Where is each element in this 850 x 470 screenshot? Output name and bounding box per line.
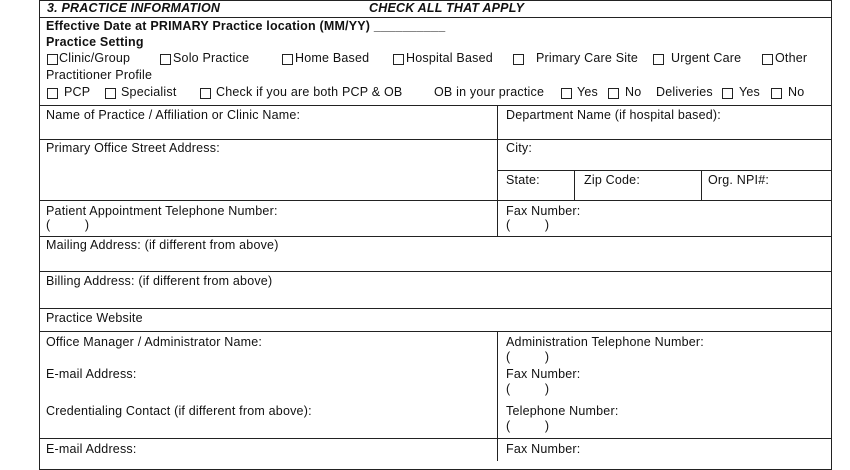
hospital-based-label: Hospital Based xyxy=(406,51,493,65)
appointment-phone-label: Patient Appointment Telephone Number: xyxy=(46,204,278,218)
practice-setting-label: Practice Setting xyxy=(46,35,144,49)
fax-number-label-2: Fax Number: xyxy=(506,442,581,456)
office-manager-label: Office Manager / Administrator Name: xyxy=(46,335,263,349)
zip-code-label: Zip Code: xyxy=(584,173,640,187)
form-border xyxy=(39,0,832,470)
appointment-phone-area: ( ) xyxy=(46,218,90,232)
fax-number-label: Fax Number: xyxy=(506,367,581,381)
deliveries-label: Deliveries xyxy=(656,85,713,99)
ob-question-label: OB in your practice xyxy=(434,85,545,99)
clinic-group-checkbox[interactable] xyxy=(47,54,58,65)
practice-website-label: Practice Website xyxy=(46,311,143,325)
divider xyxy=(39,271,832,272)
divider xyxy=(497,170,832,171)
admin-phone-label: Administration Telephone Number: xyxy=(506,335,704,349)
admin-phone-area: ( ) xyxy=(506,350,550,364)
department-label: Department Name (if hospital based): xyxy=(506,108,721,122)
fax-area: ( ) xyxy=(506,218,550,232)
deliveries-no-label: No xyxy=(788,85,805,99)
divider xyxy=(39,308,832,309)
home-based-checkbox[interactable] xyxy=(282,54,293,65)
deliveries-no-checkbox[interactable] xyxy=(771,88,782,99)
primary-care-site-label: Primary Care Site xyxy=(536,51,639,65)
email-label: E-mail Address: xyxy=(46,367,137,381)
billing-address-label: Billing Address: (if different from above) xyxy=(46,274,273,288)
section-title: 3. PRACTICE INFORMATION xyxy=(47,1,221,15)
divider xyxy=(39,200,832,201)
ob-no-checkbox[interactable] xyxy=(608,88,619,99)
specialist-label: Specialist xyxy=(121,85,177,99)
specialist-checkbox[interactable] xyxy=(105,88,116,99)
urgent-care-checkbox[interactable] xyxy=(653,54,664,65)
org-npi-label: Org. NPI#: xyxy=(708,173,770,187)
telephone-number-label: Telephone Number: xyxy=(506,404,619,418)
fax-area: ( ) xyxy=(506,382,550,396)
solo-practice-label: Solo Practice xyxy=(173,51,250,65)
home-based-label: Home Based xyxy=(295,51,370,65)
ob-no-label: No xyxy=(625,85,642,99)
both-pcp-ob-label: Check if you are both PCP & OB xyxy=(216,85,403,99)
telephone-area: ( ) xyxy=(506,419,550,433)
divider xyxy=(39,438,832,439)
effective-date-label: Effective Date at PRIMARY Practice location (MM/YY) __________ xyxy=(46,19,446,33)
pcp-checkbox[interactable] xyxy=(47,88,58,99)
divider xyxy=(39,236,832,237)
primary-care-site-checkbox[interactable] xyxy=(513,54,524,65)
fax-number-label: Fax Number: xyxy=(506,204,581,218)
clinic-group-label: Clinic/Group xyxy=(59,51,131,65)
city-label: City: xyxy=(506,141,532,155)
divider xyxy=(39,17,832,18)
column-divider xyxy=(497,105,498,236)
urgent-care-label: Urgent Care xyxy=(671,51,742,65)
practice-name-label: Name of Practice / Affiliation or Clinic Name: xyxy=(46,108,301,122)
street-address-label: Primary Office Street Address: xyxy=(46,141,220,155)
hospital-based-checkbox[interactable] xyxy=(393,54,404,65)
divider xyxy=(39,105,832,106)
ob-yes-label: Yes xyxy=(577,85,598,99)
divider xyxy=(39,331,832,332)
column-divider xyxy=(574,170,575,200)
other-label: Other xyxy=(775,51,808,65)
state-label: State: xyxy=(506,173,540,187)
email-label-2: E-mail Address: xyxy=(46,442,137,456)
mailing-address-label: Mailing Address: (if different from above) xyxy=(46,238,279,252)
deliveries-yes-checkbox[interactable] xyxy=(722,88,733,99)
column-divider xyxy=(497,331,498,461)
ob-yes-checkbox[interactable] xyxy=(561,88,572,99)
section-instruction: CHECK ALL THAT APPLY xyxy=(369,1,525,15)
practitioner-profile-label: Practitioner Profile xyxy=(46,68,153,82)
practice-information-form xyxy=(39,0,832,461)
pcp-label: PCP xyxy=(64,85,91,99)
divider xyxy=(39,139,832,140)
column-divider xyxy=(701,170,702,200)
solo-practice-checkbox[interactable] xyxy=(160,54,171,65)
deliveries-yes-label: Yes xyxy=(739,85,760,99)
credentialing-contact-label: Credentialing Contact (if different from above): xyxy=(46,404,312,418)
other-checkbox[interactable] xyxy=(762,54,773,65)
both-pcp-ob-checkbox[interactable] xyxy=(200,88,211,99)
